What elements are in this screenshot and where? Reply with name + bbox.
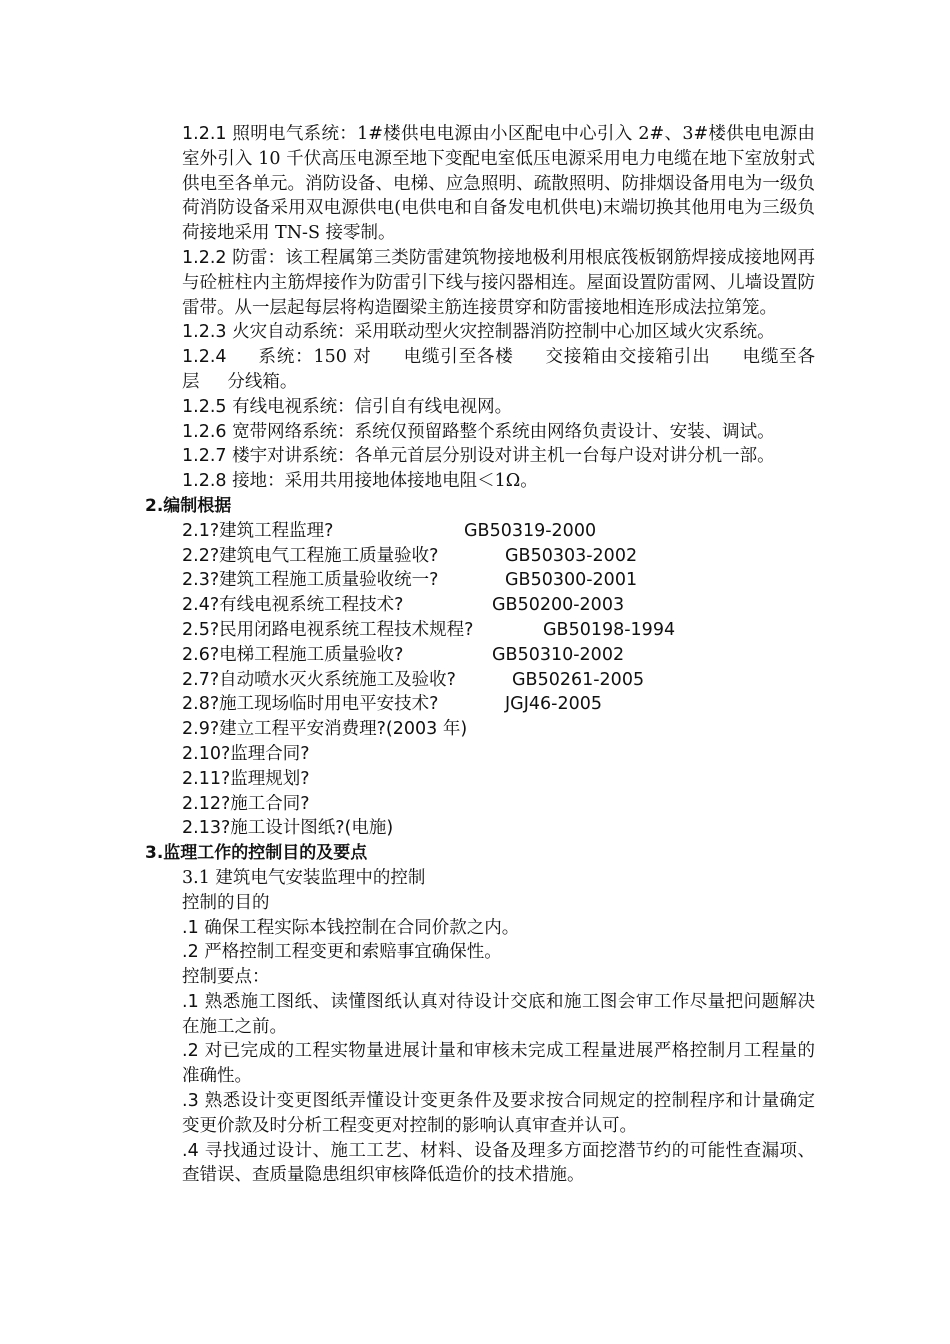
reference-code: GB50198-1994 (543, 619, 676, 640)
reference-item (145, 717, 815, 742)
heading-section-2: 2.编制根据 (145, 495, 232, 516)
paragraph-1-2-1: 1.2.1 照明电气系统：1#楼供电电源由小区配电中心引入 2#、3#楼供电电源由室外引入 10 千伏高压电源至地下变配电室低压电源采用电力电缆在地下室放射式供电至各单元。消防设备、电梯、应急照明、疏散照明、防排烟设备用电为一级负荷消防设备采用双电源供电(电供电和自备发电机供电)末端切换其他用电为三级负荷接地采用 TN-S 接零制。 (182, 124, 815, 244)
reference-item (145, 767, 815, 792)
reference-item (145, 742, 815, 767)
reference-item (145, 568, 815, 593)
reference-code: GB50303-2002 (505, 545, 638, 566)
goal-label: 控制的目的 (182, 892, 270, 913)
paragraph-1-2-2: 1.2.2 防雷：该工程属第三类防雷建筑物接地极利用根底筏板钢筋焊接成接地网再与砼桩柱内主筋焊接作为防雷引下线与接闪器相连。屋面设置防雷网、儿墙设置防雷带。从一层起每层将构造圈梁主筋连接贯穿和防雷接地相连形成法拉第笼。 (182, 247, 815, 318)
reference-item (145, 593, 815, 618)
reference-title: 2.9?建立工程平安消费理?(2003 年) (182, 719, 468, 740)
reference-code: GB50300-2001 (505, 570, 638, 591)
goal-item: .2 严格控制工程变更和索赔事宜确保性。 (182, 942, 502, 963)
reference-title: 2.2?建筑电气工程施工质量验收? (182, 545, 439, 566)
reference-title: 2.8?施工现场临时用电平安技术? (182, 694, 439, 715)
paragraph-1-2-6: 1.2.6 宽带网络系统：系统仅预留路整个系统由网络负责设计、安装、调试。 (182, 421, 775, 442)
reference-item (145, 643, 815, 668)
point-item: .4 寻找通过设计、施工工艺、材料、设备及理多方面挖潜节约的可能性查漏项、查错误、查质量隐患组织审核降低造价的技术措施。 (182, 1140, 815, 1186)
paragraph-1-2-3: 1.2.3 火灾自动系统：采用联动型火灾控制器消防控制中心加区域火灾系统。 (182, 322, 775, 343)
reference-title: 2.7?自动喷水灭火系统施工及验收? (182, 669, 456, 690)
reference-item (145, 618, 815, 643)
reference-item (145, 668, 815, 693)
reference-title: 2.3?建筑工程施工质量验收统一? (182, 570, 439, 591)
reference-item (145, 792, 815, 817)
points-label: 控制要点： (182, 967, 270, 988)
reference-code: JGJ46-2005 (505, 694, 603, 715)
subheading-3-1: 3.1 建筑电气安装监理中的控制 (182, 867, 426, 888)
paragraph-1-2-8: 1.2.8 接地：采用共用接地体接地电阻＜1Ω。 (182, 471, 538, 492)
reference-title: 2.6?电梯工程施工质量验收? (182, 644, 404, 665)
reference-title: 2.4?有线电视系统工程技术? (182, 595, 404, 616)
document-body (145, 122, 815, 1188)
paragraph-1-2-7: 1.2.7 楼宇对讲系统：各单元首层分别设对讲主机一台每户设对讲分机一部。 (182, 446, 775, 467)
point-item: .2 对已完成的工程实物量进展计量和审核未完成工程量进展严格控制月工程量的准确性。 (182, 1041, 815, 1087)
paragraph-1-2-4: 1.2.4 系统：150 对 电缆引至各楼 交接箱由交接箱引出 电缆至各层 分线箱。 (182, 347, 815, 392)
reference-code: GB50200-2003 (492, 595, 625, 616)
reference-item (145, 816, 815, 841)
reference-item (145, 519, 815, 544)
reference-code: GB50319-2000 (464, 520, 597, 541)
reference-title: 2.10?监理合同? (182, 743, 310, 764)
reference-title: 2.13?施工设计图纸?(电施) (182, 818, 394, 839)
point-item: .3 熟悉设计变更图纸弄懂设计变更条件及要求按合同规定的控制程序和计量确定变更价款及时分析工程变更对控制的影响认真审查并认可。 (182, 1091, 815, 1136)
reference-title: 2.1?建筑工程监理? (182, 520, 334, 541)
reference-code: GB50261-2005 (512, 669, 645, 690)
reference-item (145, 692, 815, 717)
reference-title: 2.12?施工合同? (182, 793, 310, 814)
reference-code: GB50310-2002 (492, 644, 625, 665)
point-item: .1 熟悉施工图纸、读懂图纸认真对待设计交底和施工图会审工作尽量把问题解决在施工之前。 (182, 991, 815, 1037)
reference-item (145, 544, 815, 569)
heading-section-3: 3.监理工作的控制目的及要点 (145, 843, 368, 864)
goal-item: .1 确保工程实际本钱控制在合同价款之内。 (182, 917, 520, 938)
paragraph-1-2-5: 1.2.5 有线电视系统：信引自有线电视网。 (182, 396, 513, 417)
reference-title: 2.11?监理规划? (182, 768, 310, 789)
reference-title: 2.5?民用闭路电视系统工程技术规程? (182, 619, 474, 640)
